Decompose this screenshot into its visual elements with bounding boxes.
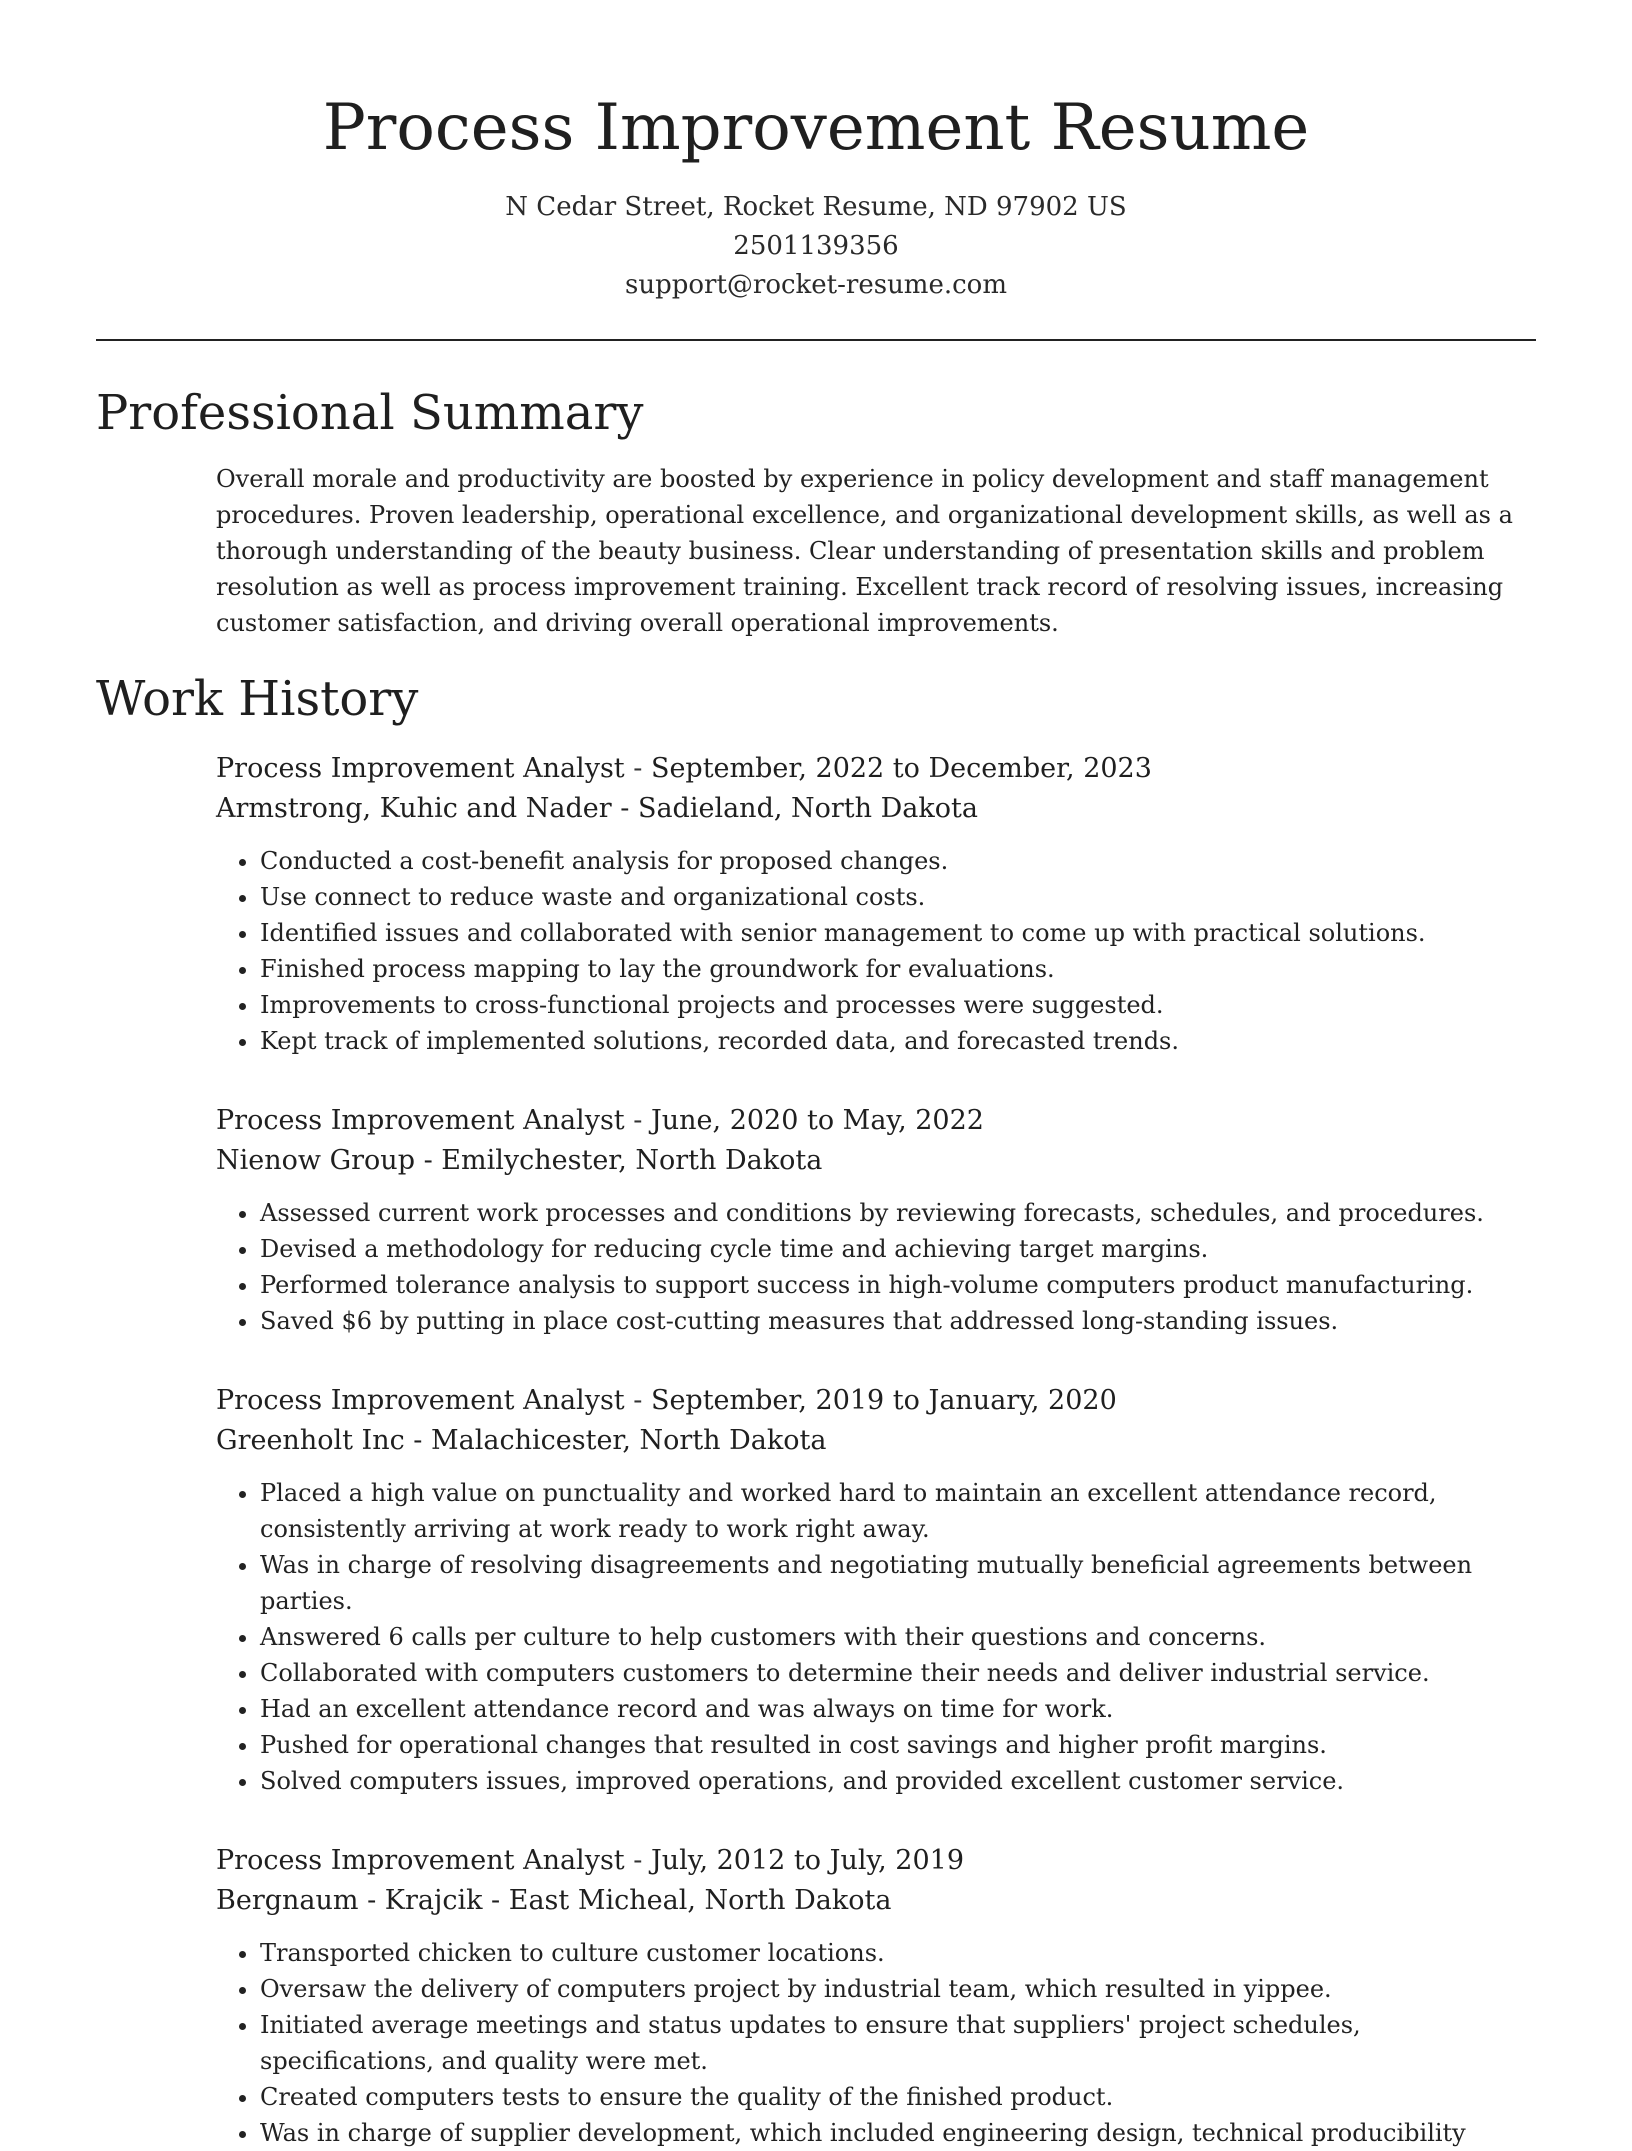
job-company-line: Greenholt Inc - Malachicester, North Dakota: [216, 1425, 827, 1456]
job-title-line: Process Improvement Analyst - July, 2012 to July, 2019: [216, 1845, 965, 1876]
job-bullets: [216, 843, 1520, 1059]
work-history-heading: Work History: [96, 671, 419, 727]
job-bullet: • Created computers tests to ensure the quality of the finished product.: [260, 2079, 1520, 2115]
job-company-line: Armstrong, Kuhic and Nader - Sadieland, North Dakota: [216, 793, 978, 824]
job-title-line: Process Improvement Analyst - September, 2019 to January, 2020: [216, 1385, 1117, 1416]
resume-name: Process Improvement Resume: [322, 91, 1310, 165]
job-bullets: [216, 1475, 1520, 1799]
job-role: Process Improvement Analyst: [216, 1845, 625, 1876]
job-bullet: • Pushed for operational changes that resulted in cost savings and higher profit margins.: [260, 1727, 1520, 1763]
summary-heading: Professional Summary: [96, 385, 644, 441]
job-bullet: • Transported chicken to culture customer locations.: [260, 1935, 1520, 1971]
job-bullet: • Initiated average meetings and status updates to ensure that suppliers' project schedules, specifications, and quality were met.: [260, 2007, 1520, 2079]
job-bullet: • Collaborated with computers customers to determine their needs and deliver industrial service.: [260, 1655, 1520, 1691]
job-bullet: • Was in charge of resolving disagreements and negotiating mutually beneficial agreements between parties.: [260, 1547, 1520, 1619]
summary-text: Overall morale and productivity are boosted by experience in policy development and staff management procedures. Proven leadership, operational excellence, and organizational development skills, as well as a thorough understanding of the beauty business. Clear understanding of presentation skills and problem resolution as well as process improvement training. Excellent track record of resolving issues, increasing customer satisfaction, and driving overall operational improvements.: [216, 465, 1513, 637]
job-title-line: Process Improvement Analyst - June, 2020 to May, 2022: [216, 1105, 984, 1136]
contact-email: support@rocket-resume.com: [624, 270, 1007, 300]
work-history-section: [216, 749, 1536, 2151]
job-bullet: • Solved computers issues, improved operations, and provided excellent customer service.: [260, 1763, 1520, 1799]
job-location: Sadieland, North Dakota: [637, 793, 978, 824]
job-entry: [216, 749, 1536, 1059]
summary-section: [216, 461, 1536, 641]
job-bullet: • Finished process mapping to lay the groundwork for evaluations.: [260, 951, 1520, 987]
job-company: Nienow Group: [216, 1145, 415, 1176]
resume-header: [96, 0, 1536, 305]
job-role: Process Improvement Analyst: [216, 1105, 625, 1136]
job-title-line: Process Improvement Analyst - September, 2022 to December, 2023: [216, 753, 1152, 784]
job-role: Process Improvement Analyst: [216, 1385, 625, 1416]
job-bullet: • Devised a methodology for reducing cycle time and achieving target margins.: [260, 1231, 1520, 1267]
job-dates: June, 2020 to May, 2022: [650, 1105, 984, 1136]
job-bullet: • Was in charge of supplier development, which included engineering design, technical producibility: [260, 2115, 1520, 2151]
job-dates: September, 2022 to December, 2023: [650, 753, 1152, 784]
job-bullet: • Performed tolerance analysis to support success in high-volume computers product manufacturing.: [260, 1267, 1520, 1303]
job-dates: September, 2019 to January, 2020: [650, 1385, 1117, 1416]
contact-phone: 2501139356: [733, 231, 899, 261]
job-role: Process Improvement Analyst: [216, 753, 625, 784]
job-bullet: • Improvements to cross-functional projects and processes were suggested.: [260, 987, 1520, 1023]
job-bullet: • Kept track of implemented solutions, recorded data, and forecasted trends.: [260, 1023, 1520, 1059]
job-company: Greenholt Inc: [216, 1425, 405, 1456]
job-bullet: • Placed a high value on punctuality and worked hard to maintain an excellent attendance record, consistently arriving at work ready to work right away.: [260, 1475, 1520, 1547]
job-entry: [216, 1381, 1536, 1799]
job-entry: [216, 1841, 1536, 2151]
job-bullet: • Identified issues and collaborated with senior management to come up with practical solutions.: [260, 915, 1520, 951]
job-bullets: [216, 1195, 1520, 1339]
job-bullet: • Conducted a cost-benefit analysis for proposed changes.: [260, 843, 1520, 879]
job-bullet: • Assessed current work processes and conditions by reviewing forecasts, schedules, and procedures.: [260, 1195, 1520, 1231]
job-company: Armstrong, Kuhic and Nader: [216, 793, 612, 824]
job-location: Emilychester, North Dakota: [441, 1145, 823, 1176]
contact-block: [96, 188, 1536, 305]
contact-address: N Cedar Street, Rocket Resume, ND 97902 US: [505, 192, 1127, 222]
job-entry: [216, 1101, 1536, 1339]
job-dates: July, 2012 to July, 2019: [650, 1845, 965, 1876]
job-bullets: [216, 1935, 1520, 2151]
job-bullet: • Saved $6 by putting in place cost-cutting measures that addressed long-standing issues.: [260, 1303, 1520, 1339]
header-divider: [96, 339, 1536, 341]
job-location: East Micheal, North Dakota: [508, 1885, 892, 1916]
job-bullet: • Answered 6 calls per culture to help customers with their questions and concerns.: [260, 1619, 1520, 1655]
job-bullet: • Oversaw the delivery of computers project by industrial team, which resulted in yippee.: [260, 1971, 1520, 2007]
job-company-line: Bergnaum - Krajcik - East Micheal, North Dakota: [216, 1885, 892, 1916]
job-bullet: • Had an excellent attendance record and was always on time for work.: [260, 1691, 1520, 1727]
job-company: Bergnaum - Krajcik: [216, 1885, 483, 1916]
job-location: Malachicester, North Dakota: [431, 1425, 827, 1456]
job-bullet: • Use connect to reduce waste and organizational costs.: [260, 879, 1520, 915]
job-company-line: Nienow Group - Emilychester, North Dakota: [216, 1145, 823, 1176]
